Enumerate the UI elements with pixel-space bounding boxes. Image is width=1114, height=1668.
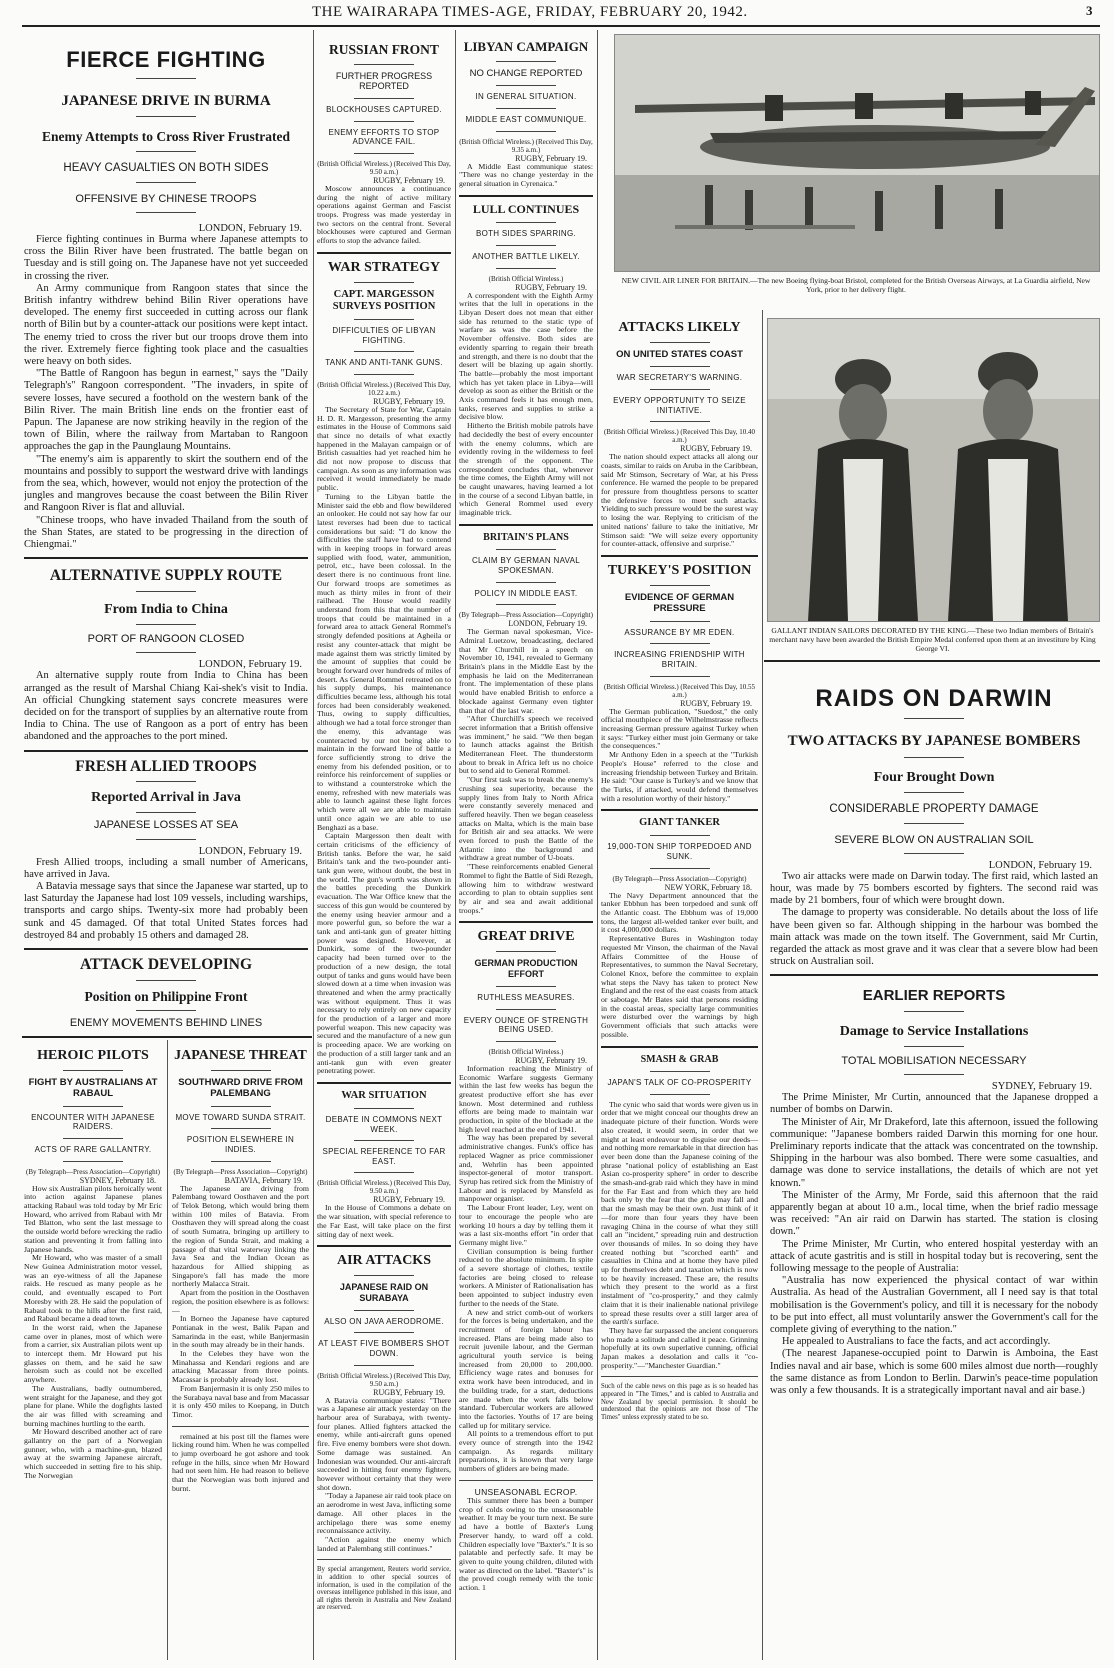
deck: CONSIDERABLE PROPERTY DAMAGE xyxy=(829,802,1039,815)
deck: AT LEAST FIVE BOMBERS SHOT DOWN. xyxy=(318,1339,450,1359)
divider xyxy=(211,1106,271,1107)
paragraph: A correspondent with the Eighth Army writes that the lull in operations in the Libyan Desert does not mean that either side has returned to the static type of warfare as was the case before the November offensive. Both sides are evidently sparring to regain their breath and strength, and there is no doubt that the desert will be blazing up again shortly. The battle—probably the most important which has yet taken place in Libya—will develop as soon as either the British or the Axis command feels it has enough men, tanks, reserves and supplies to strike a decisive blow. xyxy=(459,290,593,422)
paragraph: Mr Howard, who was master of a small New Guinea Administration motor vessel, was an eye-witness of all the Japanese raids. He rescued as many people as he could, and eventually escaped to Port Moresby with 28. He said the population of Rabaul took to the hills after the first raid, and Rabaul became a dead town. xyxy=(24,1253,162,1324)
divider xyxy=(770,974,1098,976)
column-3 xyxy=(459,32,593,1660)
paragraph: In the worst raid, when the Japanese came over in planes, most of which were from a carrier, six Australian pilots went up to intercept them. Mr Howard put his glasses on them, and he said he saw heroism such as could not be excelled anywhere. xyxy=(24,1322,162,1385)
deck: MIDDLE EAST COMMUNIQUE. xyxy=(465,114,587,124)
article-attacks-likely xyxy=(601,320,758,549)
divider xyxy=(459,195,593,197)
headline: EARLIER REPORTS xyxy=(862,987,1006,1005)
paragraph: "The enemy's aim is apparently to skirt the southern end of the mountains and possibly to support the westward drive with landings from the sea, which, however, would not enjoy the protection of the jungles and mangroves because the coast between the Bilin River and Rangoon River is flat and alluvial. xyxy=(24,453,308,514)
dateline: LONDON, February 19. xyxy=(988,859,1092,871)
dateline: LONDON, February 19. xyxy=(198,659,302,671)
article-raids-on-darwin xyxy=(770,664,1098,1660)
sailors-illustration xyxy=(768,319,1099,621)
paragraph: An Army communique from Rangoon states that since the British infantry withdrew behind Bilin River operations have developed. The enemy first succeeded in cutting across our flank north of Bilin but by a counter-attack our positions were kept intact. The enemy tried to cross the river but our troops drove them into the river. Extremely fierce fighting took place and the casualties were heavy on both sides. xyxy=(24,282,308,367)
article-heroic-pilots xyxy=(24,1042,162,1662)
paragraph: "Australia has now experienced the physical contact of war within Australia. As head of the Australian Government, all I need say is that total mobilisation is the Government's policy, and till it is necessary for the nobody to be put into effect, all must voluntarily answer the Government's call for the complete giving of everything to the nation." xyxy=(770,1275,1098,1335)
divider xyxy=(354,1332,414,1333)
divider xyxy=(24,557,308,559)
divider xyxy=(904,757,964,758)
divider xyxy=(136,1010,196,1011)
deck: Reported Arrival in Java xyxy=(91,790,241,806)
divider xyxy=(496,61,556,62)
divider xyxy=(496,1041,556,1042)
paragraph: remained at his post till the flames were licking round him. When he was compelled to jump overboard he got ashore and took refuge in the hills, since when Mr Howard had not seen him. He had reason to believe that the Norwegian was both injured and burnt. xyxy=(172,1431,309,1493)
wire-credit: (British Official Wireless.) (Received This Day, 10.40 a.m.) xyxy=(603,428,756,445)
deck: ANOTHER BATTLE LIKELY. xyxy=(472,252,580,262)
deck: ASSURANCE BY MR EDEN. xyxy=(624,627,735,637)
divider xyxy=(317,1245,451,1247)
paragraph: The Prime Minister, Mr Curtin, announced that the Japanese dropped a number of bombs on Darwin. xyxy=(770,1092,1098,1116)
deck: Position on Philippine Front xyxy=(84,988,248,1004)
divider xyxy=(354,1365,414,1366)
divider xyxy=(317,1082,451,1084)
deck: RUTHLESS MEASURES. xyxy=(477,993,575,1003)
deck: PORT OF RANGOON CLOSED xyxy=(87,633,245,646)
paragraph: The nation should expect attacks all along our coasts, similar to raids on Aruba in the Caribbean, said Mr Stimson, Secretary of War, at his Press conference. He warned the people to be prepared for pressure from thoughtless persons to scatter the defensive forces to meet such attacks. Yielding to such pressure would be the surest way to losing the war. Replying to criticism of the united nations' failure to take the initiative, Mr Stimson said: "We will seize every opportunity for counter-attack, offensive and surprise." xyxy=(601,452,758,549)
dateline: RUGBY, February 19. xyxy=(515,1055,587,1065)
deck: EVIDENCE OF GERMAN PRESSURE xyxy=(624,592,735,615)
deck: ENCOUNTER WITH JAPANESE RAIDERS. xyxy=(31,1112,155,1132)
article-fresh-allied-troops xyxy=(24,758,308,943)
paragraph: He appealed to Australians to face the facts, and act accordingly. xyxy=(782,1336,1051,1348)
paragraph: The way has been prepared by several administrative changes. Funk's office has replaced Wagner as price commissioner and, Wehrlin has been appointed inspector-general of motor transport. Syrup has retired sick from the Ministry of Labour and is replaced by Mansfeld as manpower organiser. xyxy=(459,1133,593,1204)
divider xyxy=(904,853,964,854)
divider xyxy=(354,282,414,283)
divider xyxy=(211,1070,271,1071)
column-rule xyxy=(597,30,598,1660)
headline: LIBYAN CAMPAIGN xyxy=(463,39,589,54)
paragraph: "The Battle of Rangoon has begun in earnest," says the "Daily Telegraph's" Rangoon correspondent. "The invaders, in spite of severe losses, have secured a foothold on the western bank of the Bilin River. The main British line ends on the frontier east of Papun. The Japanese are now striking heavily in the region of the town of Bilin, where the railway from Martaban to Rangoon approaches the gap in the Paunglaung Mountains. xyxy=(24,368,308,453)
paragraph: A Batavia message says that since the Japanese war started, up to last Saturday the Japanese had lost 109 vessels, including warships, transports and cargo ships. Twenty-six more had probably been sunk and 45 damaged. Of that total United States forces had destroyed 84 and probably 15 others and damaged 28. xyxy=(24,881,308,941)
divider xyxy=(136,781,196,782)
divider xyxy=(650,643,710,644)
divider xyxy=(496,222,556,223)
masthead-rule xyxy=(22,25,1100,27)
headline: FIERCE FIGHTING xyxy=(66,47,266,72)
deck: JAPAN'S TALK OF CO-PROSPERITY xyxy=(607,1078,752,1088)
deck: CAPT. MARGESSON SURVEYS POSITION xyxy=(332,288,436,312)
divider xyxy=(650,366,710,367)
divider xyxy=(211,1128,271,1129)
column-rule xyxy=(762,310,763,1660)
headline: RUSSIAN FRONT xyxy=(329,42,439,57)
deck: 19,000-TON SHIP TORPEDOED AND SUNK. xyxy=(607,842,752,862)
divider xyxy=(354,1172,414,1173)
divider xyxy=(496,85,556,86)
dateline: SYDNEY, February 19. xyxy=(991,1081,1092,1093)
headline: HEROIC PILOTS xyxy=(37,1048,149,1063)
column-2 xyxy=(317,32,451,1660)
divider xyxy=(136,151,196,152)
footnote: By special arrangement, Reuters world service, in addition to other special sources of information, is used in the compilation of the overseas intelligence published in this issue, and all rights therein in Australia and New Zealand are reserved. xyxy=(317,1566,451,1612)
wire-credit: (British Official Wireless.) (Received This Day, 9.50 a.m.) xyxy=(317,1179,451,1196)
deck: NO CHANGE REPORTED xyxy=(469,67,583,79)
divider xyxy=(354,121,414,122)
divider xyxy=(496,604,556,605)
deck: GERMAN PRODUCTION EFFORT xyxy=(474,958,578,980)
column-4 xyxy=(601,312,758,1660)
section-rule xyxy=(764,660,1100,662)
divider xyxy=(354,98,414,99)
headline: GIANT TANKER xyxy=(639,817,720,829)
divider xyxy=(496,986,556,987)
dateline: RUGBY, February 19. xyxy=(373,1387,445,1397)
headline: FRESH ALLIED TROOPS xyxy=(75,757,257,775)
deck: TWO ATTACKS BY JAPANESE BOMBERS xyxy=(787,733,1081,750)
paragraph: "Today a Japanese air raid took place on an aerodrome in west Java, inflicting some damage. All other places in the archipelago there was some enemy reconnaissance activity. xyxy=(317,1491,451,1536)
paragraph: The German naval spokesman, Vice-Admiral Luetzow, broadcasting, declared that Mr Churchill in a speech on November 10, 1941, revealed to Germany Britain's plans in the Middle East by the emphasis he laid on the Mediterranean front. The implementation of these plans would have enabled British to enforce a blockade against Germany even tighter than that of the last war. xyxy=(459,627,593,715)
deck: FURTHER PROGRESS REPORTED xyxy=(335,70,433,92)
divider xyxy=(496,951,556,952)
divider xyxy=(904,823,964,824)
paragraph: Captain Margesson then dealt with certain criticisms of the efficiency of British tanks. Before the war, he said Britain's tank and the two-pounder anti-tank gun were, without doubt, the best in the world. The gun's worth was shown in the battles preceding the Dunkirk evacuation. The War Office knew that the success of this gun would be countered by the enemy using heavier armour and a more powerful gun, so before the war a tank and anti-tank gun of greater hitting power was designed. However, at Dunkirk, some of the two-pounder capacity had been turned over to the production of a new design, the total output of tanks and guns would have been slowed down at a time when invasion was threatened and when the army practically was without equipment. Thus it was necessary to rely entirely on new capacity for the production of a larger and more powerful weapon. This new capacity was secured and the manufacture of a new gun is proceeding apace. We are working on the production of a still larger tank and an anti-tank gun with even greater penetrating power. xyxy=(317,831,451,1076)
divider xyxy=(136,78,196,79)
divider xyxy=(317,252,451,254)
article-alternative-supply-route xyxy=(24,567,308,743)
deck: INCREASING FRIENDSHIP WITH BRITAIN. xyxy=(614,650,745,670)
wire-credit: (By Telegraph—Press Association—Copyright) xyxy=(26,1167,160,1176)
paragraph: "Action against the enemy which landed at Palembang still continues." xyxy=(317,1534,451,1553)
deck: EVERY OPPORTUNITY TO SEIZE INITIATIVE. xyxy=(613,396,746,415)
divider xyxy=(459,524,593,526)
wire-credit: (British Official Wireless.) (Received This Day, 10.22 a.m.) xyxy=(317,380,451,397)
divider xyxy=(354,319,414,320)
deck: OFFENSIVE BY CHINESE TROOPS xyxy=(75,192,257,205)
indian-sailors-caption: GALLANT INDIAN SAILORS DECORATED BY THE KING.—These two Indian members of Britain's merchant navy have been awarded the British Empire Medal conferred upon them at an investiture by King George VI. xyxy=(769,626,1096,653)
deck: JAPANESE RAID ON SURABAYA xyxy=(339,1282,429,1304)
divider xyxy=(650,835,710,836)
masthead-title: THE WAIRARAPA TIMES-AGE, FRIDAY, FEBRUARY 20, 1942. xyxy=(312,4,748,20)
paragraph: How six Australian pilots heroically went into action against Japanese planes attacking Rabaul was told today by Mr Eric Howard, who arrived from Rabaul with Mr Ted Blatton, who sent the last message to the outside world before wrecking the radio station and preventing it from falling into Japanese hands. xyxy=(24,1183,162,1254)
paragraph: A new and strict comb-out of workers for the forces is being undertaken, and the recruitment of foreign labour has increased. Plans are being made also to recruit juvenile labour, and the German agricultural youth service is being increased from 20,000 to 200,000. Efficiency wage rates and bonuses for extra work have been introduced, and in the building trade, for a start, deductions are made when the work falls below standard. Tubercular workers are allowed into the factories. Youths of 17 are being called up for military service. xyxy=(459,1307,593,1430)
headline: BRITAIN'S PLANS xyxy=(483,531,569,543)
divider xyxy=(136,652,196,653)
paragraph: Mr Anthony Eden in a speech at the "Turkish People's House" referred to the close and increasing friendship between Turkey and Britain. He said: "Our cause is Turkey's and we know that the Turks, if attacked, would defend themselves with a resolution worthy of their history." xyxy=(601,750,758,803)
column-rule xyxy=(167,1040,168,1660)
divider xyxy=(650,585,710,586)
article-russian-front xyxy=(317,42,451,246)
paragraph: The Australians, badly outnumbered, went straight for the Japanese, and they got plane for plane. While the dogfights lasted the air was filled with screaming and burning machines hurtling to the earth. xyxy=(24,1383,162,1428)
paragraph: Hitherto the British mobile patrols have had decidedly the best of every encounter with the enemy columns, which are evidently roving in the wilderness to feel the strength of the opponent. The correspondent concludes that, whenever the time comes, the Eighth Army will not be caught unawares, having learned a lot in the course of a second Libyan battle, in which General Rommel used every imaginable trick. xyxy=(459,421,593,518)
deck: BLOCKHOUSES CAPTURED. xyxy=(326,105,442,115)
divider xyxy=(354,1108,414,1109)
divider xyxy=(136,980,196,981)
paragraph: Fresh Allied troops, including a small number of Americans, have arrived in Java. xyxy=(24,856,308,880)
divider xyxy=(354,1140,414,1141)
divider xyxy=(601,1046,758,1048)
paragraph: The German publication, "Suedost," the only official mouthpiece of the Wilhelmstrasse reflects increasing German pressure against Turkey when it says: "Turkey either must join Germany or take the consequences." xyxy=(601,706,758,751)
article-japanese-threat xyxy=(172,1042,309,1662)
divider xyxy=(24,750,308,752)
paragraph: Representative Bures in Washington today requested Mr Vinson, the chairman of the Naval Affairs Committee of the House of Representatives, to summon the Naval Secretary, Colonel Knox, before the committee to explain what steps the Navy has taken to protect New England and the rest of the east coasts from attack or sabotage. Mr Bates said that persons residing in the coastal areas, specially large communities were disturbed over the warnings by high Government officials that such attacks were possible. xyxy=(601,934,758,1039)
dateline: RUGBY, February 19. xyxy=(515,282,587,292)
divider xyxy=(496,1009,556,1010)
divider xyxy=(904,1074,964,1075)
article-lull-continues xyxy=(459,203,593,518)
headline: AIR ATTACKS xyxy=(336,1253,431,1269)
paragraph: From Banjermasin it is only 250 miles to the Surabaya naval base and from Macassar it is only 450 miles to Koepang, in Dutch Timor. xyxy=(172,1383,309,1419)
paragraph: The cynic who said that words were given us in order that we might conceal our thoughts drew an inadequate picture of their function. Words were also created, it would seem, in order that we might at least endeavour to disguise our deeds—and nothing more remarkable in that direction has ever been done than the Japanese coining of the phrase "national policy of establishing an East Asian co-prosperity sphere" in order to describe the smash-and-grab raid which they have in mind for the Far East and from which they are held back only by the fear that the grab may fall and that the smash may be their own. Just think of it—for more than four years they have been ravaging China in the course of what they still call an "incident," spreading ruin and destruction over thousands of miles. In so doing they have created nothing but "scorched earth" and casualties in China and at home they have piled up for themselves debt and taxation which is now to be heavily increased. These are, the results which they present to the world as a first instalment of "co-prosperity," and they calmly claim that it is their inalienable national privilege to spread these results over a still larger area of the earth's surface. xyxy=(601,1099,758,1327)
divider xyxy=(317,1559,451,1560)
page-number: 3 xyxy=(1086,3,1093,18)
deck: ON UNITED STATES COAST xyxy=(616,349,743,361)
divider xyxy=(601,555,758,557)
paragraph: An alternative supply route from India to China has been arranged as the result of Marshal Chiang Kai-shek's visit to India. An official Chungking statement says concrete measures were decided on for the transport of supplies by an alternative route from India to China. The use of Rangoon as a port of entry has been abandoned and the approaches to the port mined. xyxy=(24,670,308,743)
divider xyxy=(63,1138,123,1139)
divider xyxy=(650,1094,710,1095)
deck: ALSO ON JAVA AERODROME. xyxy=(324,1316,444,1326)
deck: SEVERE BLOW ON AUSTRALIAN SOIL xyxy=(834,833,1034,846)
divider xyxy=(496,131,556,132)
divider xyxy=(211,1161,271,1162)
paragraph: "These reinforcements enabled General Rommel to fight the Battle of Sidi Rezegh, allowing him to withdraw westward according to plan to obtain supplies sent by air and sea and await additional troops." xyxy=(459,862,593,915)
dateline: RUGBY, February 19. xyxy=(680,698,752,708)
wire-credit: (British Official Wireless.) (Received This Day, 9.50 a.m.) xyxy=(317,1371,451,1388)
article-war-situation xyxy=(317,1090,451,1239)
headline: UNSEASONABL ECROP. xyxy=(474,1486,578,1497)
dateline: RUGBY, February 19. xyxy=(373,1195,445,1205)
advert-cough-remedy xyxy=(459,1487,593,1593)
divider xyxy=(650,342,710,343)
divider xyxy=(354,64,414,65)
deck: POLICY IN MIDDLE EAST. xyxy=(474,588,578,598)
deck: JAPANESE LOSSES AT SEA xyxy=(93,819,239,832)
deck: DEBATE IN COMMONS NEXT WEEK. xyxy=(325,1115,443,1134)
dateline: BATAVIA, February 19. xyxy=(224,1175,303,1185)
footnote: Such of the cable news on this page as is so headed has appeared in "The Times," and is cabled to Australia and New Zealand by special permission. It should be understood that the opinions are not those of "The Times" unless expressly stated to be so. xyxy=(601,1383,758,1421)
article-libyan-campaign xyxy=(459,40,593,189)
divider xyxy=(650,868,710,869)
divider xyxy=(63,1070,123,1071)
divider xyxy=(650,621,710,622)
article-britains-plans xyxy=(459,532,593,915)
headline: ATTACKS LIKELY xyxy=(618,320,741,335)
paragraph: The Minister of Air, Mr Drakeford, late this afternoon, issued the following communique: "Japanese bombers raided Darwin this morning for one hour. Preliminary reports indicate that the attack was concentrated on the township. Shipping in the harbour was also bombed. There were some casualties, and damage was done to service installations, the details of which are not yet known." xyxy=(770,1116,1098,1189)
paragraph: A Batavia communique states: "There was a Japanese air attack yesterday on the harbour area of Surabaya, with twenty-four planes. Allied fighters attacked the enemy, while anti-aircraft guns opened fire. Five enemy bombers were shot down. Some damage was sustained. An Indonesian was wounded. Our anti-aircraft succeeded in hitting four enemy fighters, however without certainty that they were shot down. xyxy=(317,1395,451,1492)
deck: JAPANESE DRIVE IN BURMA xyxy=(61,93,271,110)
article-war-strategy xyxy=(317,260,451,1076)
flying-boat-caption: NEW CIVIL AIR LINER FOR BRITAIN.—The new Boeing flying-boat Bristol, completed for the British Overseas Airways, at La Guardia airfield, New York, prior to her delivery flight. xyxy=(621,276,1091,294)
headline: SMASH & GRAB xyxy=(640,1053,719,1065)
deck: SOUTHWARD DRIVE FROM PALEMBANG xyxy=(178,1077,303,1100)
headline: WAR SITUATION xyxy=(341,1089,427,1101)
headline: ALTERNATIVE SUPPLY ROUTE xyxy=(49,567,283,585)
dateline: RUGBY, February 19. xyxy=(680,444,752,454)
divider xyxy=(24,948,308,950)
article-great-drive xyxy=(459,929,593,1474)
paragraph: The Navy Department announced that the tanker Ebbhun has been torpedoed and sunk off the Atlantic coast. The Ebbhum was of 19,000 tons, the largest all-welded tanker ever built, and it cost 4,000,000 dollars. xyxy=(601,890,758,935)
deck: IN GENERAL SITUATION. xyxy=(475,92,577,102)
paragraph: "Our first task was to break the enemy's crushing sea superiority, because the supply lines from Italy to North Africa were constantly severely menaced and suffered heavily. Then we began ceaseless attacks on Malta, which is the main base for British air and sea attacks. We were even forced to push the Battle of the Atlantic into the background and withdraw a great number of U-boats. xyxy=(459,775,593,863)
divider xyxy=(354,153,414,154)
deck: ACTS OF RARE GALLANTRY. xyxy=(34,1145,152,1155)
divider xyxy=(904,1011,964,1012)
article-smash-and-grab xyxy=(601,1054,758,1422)
divider xyxy=(904,1046,964,1047)
deck: MOVE TOWARD SUNDA STRAIT. xyxy=(175,1112,306,1122)
headline: LULL CONTINUES xyxy=(472,201,580,216)
divider xyxy=(496,108,556,109)
divider xyxy=(459,1480,593,1481)
wire-credit: (By Telegraph—Press Association—Copyright) xyxy=(173,1167,308,1176)
divider xyxy=(172,1426,309,1427)
deck: From India to China xyxy=(104,602,228,618)
paragraph: The Japanese are driving from Palembang toward Oosthaven and the port of Telok Betong, which would bring them within 100 miles of Batavia. From Oosthaven they will spread along the coast of south Sumatra, bringing up artillery to the region of Sunda Strait, and making a passage of that vital waterway linking the Java Sea and the Indian Ocean as hazardous for Allied shipping as Singapore's fall has made the more northerly Malacca Strait. xyxy=(172,1183,309,1289)
divider xyxy=(136,212,196,213)
paragraph: Two air attacks were made on Darwin today. The first raid, which lasted an hour, was made by 75 bombers escorted by fighters. The second raid was made by 21 bombers, four of which were brought down. xyxy=(770,870,1098,907)
paragraph: The Minister of the Army, Mr Forde, said this afternoon that the raid apparently began at about 10 a.m., local time, when the brief radio message was received: "An air raid on Darwin has started. The station is closing down." xyxy=(770,1189,1098,1238)
headline: TURKEY'S POSITION xyxy=(607,563,752,578)
dateline: LONDON, February 19. xyxy=(198,845,302,857)
article-air-attacks xyxy=(317,1253,451,1612)
deck: ENEMY EFFORTS TO STOP ADVANCE FAIL. xyxy=(328,127,440,147)
deck: Four Brought Down xyxy=(873,769,995,785)
article-turkeys-position xyxy=(601,563,758,803)
paragraph: "After Churchill's speech we received secret information that a British offensive was imminent," he said. "We then began to launch attacks against the British Mediterranean Fleet. The thunderstorm about to break in Africa left us no choice but to send aid to General Rommel. xyxy=(459,714,593,776)
divider xyxy=(354,1310,414,1311)
wire-credit: (British Official Wireless.) (Received This Day, 9.35 a.m.) xyxy=(459,137,593,154)
paragraph: Moscow announces a continuance during the night of active military operations against German and Fascist troops. Progress was made yesterday in two sectors on the central front. Several blockhouses were captured and German efforts to stop the advance failed. xyxy=(317,183,451,246)
deck: Damage to Service Installations xyxy=(839,1023,1029,1039)
paragraph: Fierce fighting continues in Burma where Japanese attempts to cross the Bilin River have been frustrated. The battle began on Tuesday and is still going on. The Japanese have not yet succeeded in crossing the river. xyxy=(24,233,308,282)
divider xyxy=(496,268,556,269)
dateline: NEW YORK, February 18. xyxy=(664,882,752,892)
paragraph: Information reaching the Ministry of Economic Warfare suggests Germany within the last few weeks has begun the greatest productive effort she has ever known. Most determined and ruthless efforts are being made to maintain war production, in spite of the blockade at the high level reached at the end of 1941. xyxy=(459,1063,593,1134)
dateline: LONDON, February 19. xyxy=(198,222,302,234)
dateline: RUGBY, February 19. xyxy=(373,175,445,185)
wire-credit: (British Official Wireless.) (Received This Day, 10.55 a.m.) xyxy=(603,682,756,699)
divider xyxy=(650,389,710,390)
deck: EVERY OUNCE OF STRENGTH BEING USED. xyxy=(463,1015,589,1035)
deck: ENEMY MOVEMENTS BEHIND LINES xyxy=(69,1017,263,1030)
divider xyxy=(650,421,710,422)
headline: RAIDS ON DARWIN xyxy=(815,685,1053,712)
column-rule xyxy=(313,30,314,1660)
paragraph: The damage to property was considerable. No details about the loss of life have been given so far. Although shipping in the harbour was bombed the main attack was made on the town itself. The Government, said Mr Curtin, regarded the attack as most grave and it was clear that a severe blow had been struck on Australian soil. xyxy=(770,907,1098,968)
masthead xyxy=(0,0,1114,22)
headline: WAR STRATEGY xyxy=(327,259,441,275)
divider xyxy=(496,582,556,583)
flying-boat-photo xyxy=(614,34,1100,272)
paragraph: "Chinese troops, who have invaded Thailand from the south of the Shan States, are stated to be progressing in the direction of Chiengmai." xyxy=(24,514,308,551)
paragraph: Turning to the Libyan battle the Minister said the ebb and flow bewildered an onlooker. He could not say how far our latest reverses had been due to tactical considerations but said: "I do know the difficulties the staff have had to contend with in keeping troops in forward areas supplied with food, water, ammunition, petrol, etc., have been colossal. In the desert there is no continuous front line. Our forward troops are sometimes as much as thirty miles in front of their railhead. The House would readily understand from this that the number of troops that could be maintained in a forward area to attack General Rommel's strongly defended positions at Agheila or resist any counter-attack that might be made against them was strictly limited by the amount of supplies that could be brought forward over hundreds of miles of desert. As General Rommel retreated on to his supply dumps, his maintenance difficulties became less, although his total forces had been considerably weakened. Thus, owing to supply difficulties, although we had a total force stronger than the enemy, this advantage was counteracted by our not being able to maintain in the forward line of battle a force sufficiently strong to drive the enemy from his defended position, or to reinforce his reinforcement of supplies or to withstand a counterstroke which the enemy, refreshed with new materials was able to launch against these light forces which were all we are able to maintain until once again we are able to use Benghazi as a base. xyxy=(317,491,451,832)
divider xyxy=(136,116,196,117)
paragraph: Apart from the position in the Oosthaven region, the position elsewhere is as follows:— xyxy=(172,1288,309,1315)
paragraph: This summer there has been a bumper crop of colds owing to the unseasonable weather. It may be your turn next. Be sure ad have a bottle of Baxter's Lung Preserver handy, to ward off a cold. Children especially love "Baxter's." It is so palatable and perfectly safe. It may be given to quite young children, diluted with water as directed on the label. "Baxter's" is the proved cough remedy with the tonic action. 1 xyxy=(459,1496,593,1593)
dateline: LONDON, February 19. xyxy=(508,619,587,629)
divider xyxy=(354,351,414,352)
divider xyxy=(904,792,964,793)
wire-credit: (By Telegraph—Press Association—Copyright) xyxy=(612,874,747,883)
article-attack-developing xyxy=(24,956,308,1030)
paragraph: A Middle East communique states: "There was no change yesterday in the general situation in Cyrenaica." xyxy=(459,161,593,188)
paragraph: (The nearest Japanese-occupied point to Darwin is Amboina, the East Indies naval and air base, which is some 600 miles almost due north—roughly the same distance as from London to Berlin. Darwin's peace-time population was only a few thousands. It is a strategically important naval and air base.) xyxy=(770,1348,1098,1396)
deck: TANK AND ANTI-TANK GUNS. xyxy=(325,358,443,368)
paragraph: Mr Howard described another act of rare gallantry on the part of a Norwegian gunner, who, with a machine-gun, blazed away at the swarming Japanese aircraft, which succeeded in setting fire to his ship. The Norwegian xyxy=(24,1427,162,1480)
divider xyxy=(136,812,196,813)
wire-credit: (British Official Wireless.) xyxy=(488,274,564,283)
paragraph: The Labour Front leader, Ley, went on tour to encourage the people who are working 10 hours a day by telling them it was a last six-months effort "in order that Germany might live." xyxy=(459,1203,593,1247)
flying-boat-illustration xyxy=(615,35,1099,271)
indian-sailors-photo xyxy=(767,318,1100,622)
divider xyxy=(63,1161,123,1162)
deck: HEAVY CASUALTIES ON BOTH SIDES xyxy=(63,161,269,174)
deck: POSITION ELSEWHERE IN INDIES. xyxy=(186,1135,295,1155)
paragraph: The Secretary of State for War, Captain H. D. R. Margesson, presenting the army estimates in the House of Commons said that since no details of what exactly happened in the Malayan campaign or of British casualties had yet reached him he did not now propose to discuss that campaign. As soon as any information was received it would immediately be made public. xyxy=(317,404,451,493)
column-1 xyxy=(24,30,308,1030)
deck: WAR SECRETARY'S WARNING. xyxy=(616,373,743,383)
paragraph: The Prime Minister, Mr Curtin, who entered hospital yesterday with an attack of acute gastritis and is still in hospital today but is recovering, sent the following message to the people of Australia: xyxy=(770,1238,1098,1274)
paragraph: In the Celebes they have won the Minahassa and Kendari regions and are attacking Macassar from three points. Macassar is probably already lost. xyxy=(172,1349,309,1385)
divider xyxy=(136,624,196,625)
deck: CLAIM BY GERMAN NAVAL SPOKESMAN. xyxy=(471,556,581,575)
divider xyxy=(136,182,196,183)
divider xyxy=(459,921,593,923)
headline: ATTACK DEVELOPING xyxy=(79,956,253,974)
paragraph: Civilian consumption is being further reduced to the absolute minimum. In spite of a severe shortage of clothes, textile factories are being closed to release workers. A Minister of Rationalisation has been appointed to subject industry even further to the needs of the State. xyxy=(459,1246,593,1308)
headline: JAPANESE THREAT xyxy=(174,1048,307,1063)
divider xyxy=(136,591,196,592)
section-rule xyxy=(22,1036,312,1038)
divider xyxy=(354,1275,414,1276)
deck: BOTH SIDES SPARRING. xyxy=(475,229,577,239)
paragraph: In the House of Commons a debate on the war situation, with special reference to the Far East, will take place on the first sitting day of next week. xyxy=(317,1203,451,1239)
dateline: RUGBY, February 19. xyxy=(373,396,445,406)
paragraph: All points to a tremendous effort to put every ounce of strength into the 1942 campaign. As regards military preparations, it is known that very large numbers of gliders are being made. xyxy=(459,1429,593,1474)
deck: SPECIAL REFERENCE TO FAR EAST. xyxy=(322,1147,446,1166)
wire-credit: (By Telegraph—Press Association—Copyright) xyxy=(459,611,593,620)
deck: DIFFICULTIES OF LIBYAN FIGHTING. xyxy=(332,326,436,345)
dateline: RUGBY, February 19. xyxy=(515,153,587,163)
paragraph: In Borneo the Japanese have captured Pontianak in the west, Balik Papan and Samarinda in the east, while Banjermasin in the south may already be in their hands. xyxy=(172,1314,309,1350)
divider xyxy=(496,245,556,246)
divider xyxy=(601,1376,758,1377)
deck: FIGHT BY AUSTRALIANS AT RABAUL xyxy=(28,1077,158,1100)
divider xyxy=(601,809,758,811)
article-giant-tanker xyxy=(601,817,758,1039)
divider xyxy=(904,718,964,719)
paragraph: They have far surpassed the ancient conquerors who made a solitude and called it peace. Grinning hopefully at its own superlative cunning, official Japan makes a desolation and calls it "co-prosperity."—"Manchester Guardian." xyxy=(601,1325,758,1370)
column-rule xyxy=(455,30,456,1660)
divider xyxy=(136,839,196,840)
wire-credit: (British Official Wireless.) xyxy=(488,1047,564,1056)
wire-credit: (British Official Wireless.) (Received This Day, 9.50 a.m.) xyxy=(317,159,451,176)
divider xyxy=(650,676,710,677)
divider xyxy=(496,549,556,550)
deck: Enemy Attempts to Cross River Frustrated xyxy=(41,129,291,145)
headline: GREAT DRIVE xyxy=(477,929,575,945)
divider xyxy=(63,1106,123,1107)
divider xyxy=(650,1071,710,1072)
dateline: SYDNEY, February 18. xyxy=(79,1175,156,1185)
deck: TOTAL MOBILISATION NECESSARY xyxy=(841,1054,1027,1067)
article-fierce-fighting xyxy=(24,48,308,551)
divider xyxy=(354,374,414,375)
